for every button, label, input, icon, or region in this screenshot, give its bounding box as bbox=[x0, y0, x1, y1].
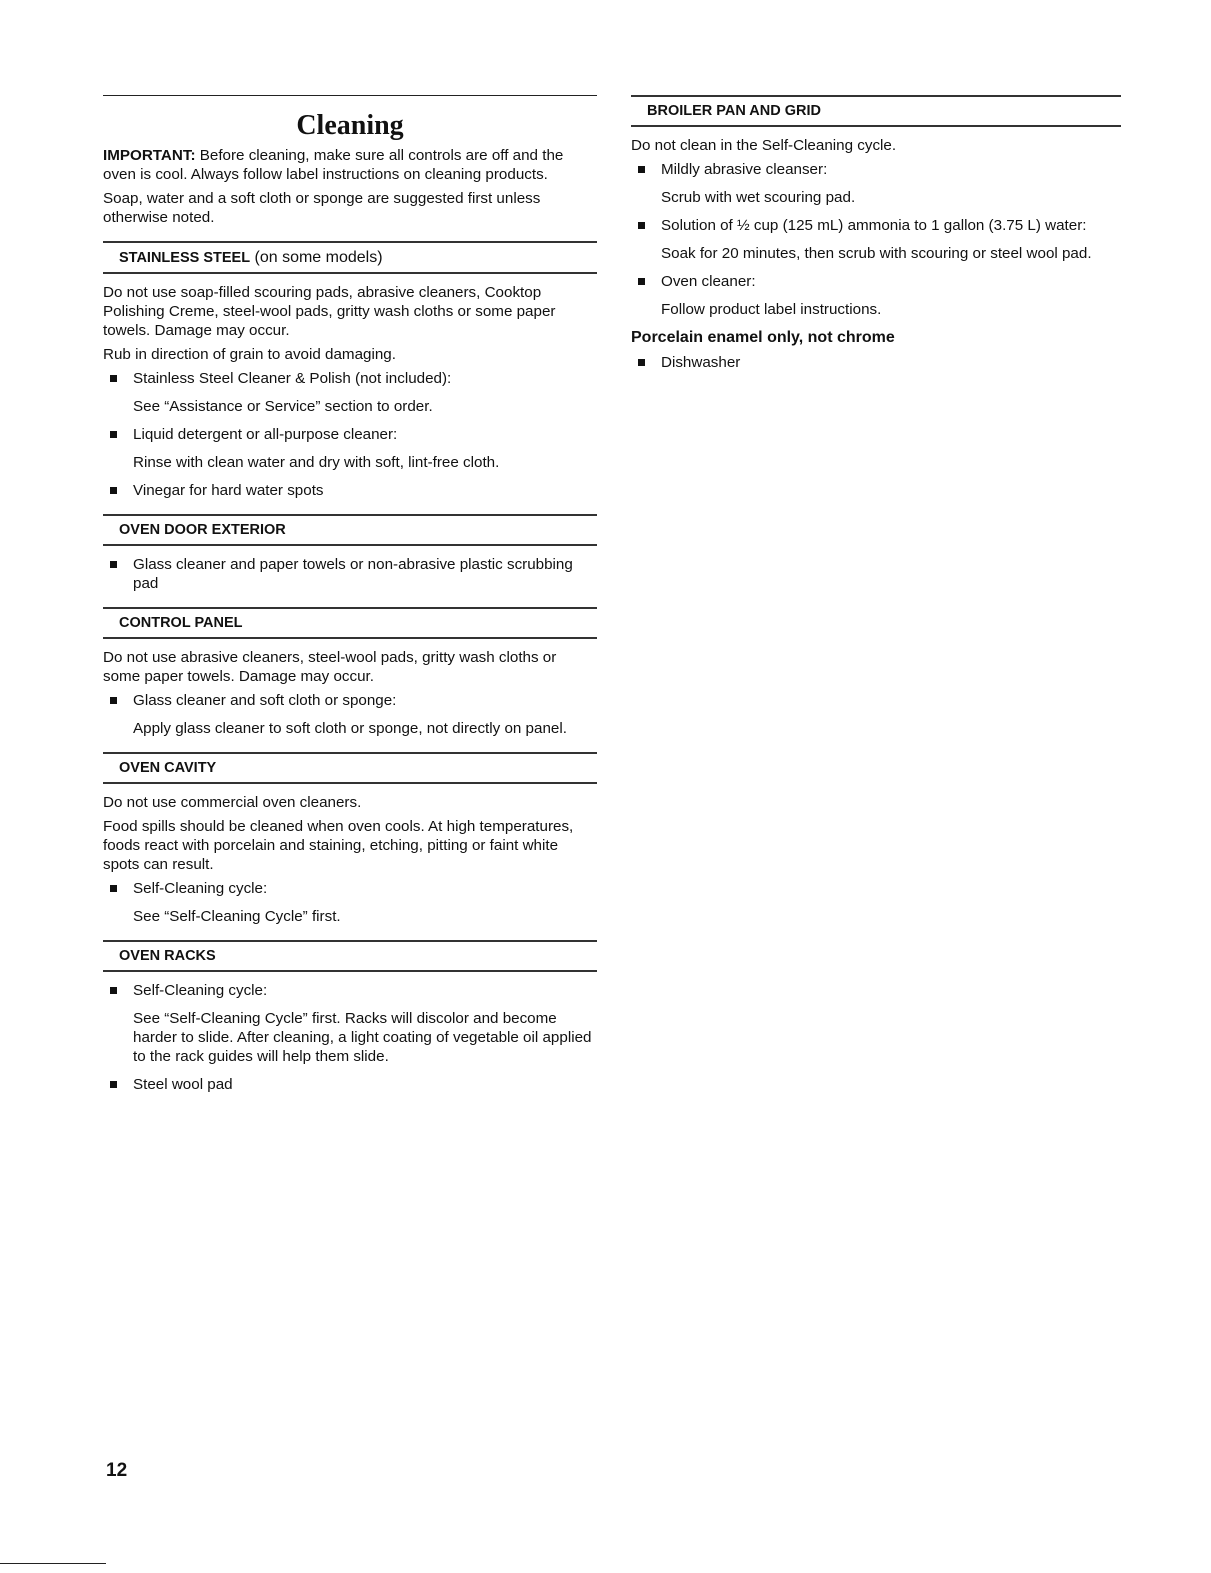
cavity-list bbox=[103, 879, 597, 926]
control-paragraph: Do not use abrasive cleaners, steel-wool pads, gritty wash cloths or some paper towels. Damage may occur. bbox=[103, 649, 557, 685]
bullet-icon bbox=[110, 487, 117, 494]
porcelain-note: Porcelain enamel only, not chrome bbox=[631, 329, 895, 346]
important-label: IMPORTANT: bbox=[103, 147, 196, 164]
list-item bbox=[103, 879, 597, 926]
bullet-icon bbox=[110, 1081, 117, 1088]
item-subtext: Scrub with wet scouring pad. bbox=[661, 189, 856, 206]
bullet-icon bbox=[638, 166, 645, 173]
bullet-icon bbox=[638, 359, 645, 366]
section-heading-control-panel: CONTROL PANEL bbox=[103, 607, 597, 639]
stainless-paragraph-1: Do not use soap-filled scouring pads, abrasive cleaners, Cooktop Polishing Creme, steel-wool pads, gritty wash cloths or some paper towels. Damage may occur. bbox=[103, 284, 556, 339]
item-subtext: See “Self-Cleaning Cycle” first. bbox=[133, 908, 341, 925]
bullet-icon bbox=[110, 987, 117, 994]
item-text: Glass cleaner and paper towels or non-abrasive plastic scrubbing pad bbox=[133, 556, 573, 592]
heading-text: STAINLESS STEEL bbox=[119, 250, 251, 266]
door-list bbox=[103, 555, 597, 593]
important-paragraph bbox=[103, 146, 597, 184]
broiler-paragraph: Do not clean in the Self-Cleaning cycle. bbox=[631, 137, 897, 154]
bullet-icon bbox=[110, 561, 117, 568]
list-item bbox=[103, 555, 597, 593]
item-subtext: Apply glass cleaner to soft cloth or sponge, not directly on panel. bbox=[133, 720, 567, 737]
list-item bbox=[631, 272, 1121, 319]
cavity-paragraph-2: Food spills should be cleaned when oven cools. At high temperatures, foods react with porcelain and staining, etching, pitting or faint white spots can result. bbox=[103, 818, 574, 873]
section-heading-oven-cavity: OVEN CAVITY bbox=[103, 752, 597, 784]
item-text: Mildly abrasive cleanser: bbox=[661, 161, 828, 178]
list-item bbox=[103, 1075, 597, 1094]
item-text: Glass cleaner and soft cloth or sponge: bbox=[133, 692, 397, 709]
item-text: Self-Cleaning cycle: bbox=[133, 982, 268, 999]
important-text: Before cleaning, make sure all controls are off and the oven is cool. Always follow label instructions on cleaning products. bbox=[103, 147, 564, 183]
bullet-icon bbox=[110, 431, 117, 438]
bullet-icon bbox=[638, 222, 645, 229]
heading-note: (on some models) bbox=[250, 249, 383, 266]
soap-paragraph: Soap, water and a soft cloth or sponge are suggested first unless otherwise noted. bbox=[103, 190, 541, 226]
section-heading-oven-door-exterior: OVEN DOOR EXTERIOR bbox=[103, 514, 597, 546]
section-heading-stainless-steel bbox=[103, 241, 597, 274]
list-item bbox=[103, 481, 597, 500]
footer-rule bbox=[0, 1563, 106, 1564]
bullet-icon bbox=[110, 885, 117, 892]
item-text: Dishwasher bbox=[661, 354, 741, 371]
bullet-icon bbox=[110, 697, 117, 704]
page-title: Cleaning bbox=[296, 110, 404, 141]
title-rule bbox=[103, 95, 597, 96]
item-subtext: Follow product label instructions. bbox=[661, 301, 882, 318]
item-text: Stainless Steel Cleaner & Polish (not included): bbox=[133, 370, 452, 387]
section-heading-oven-racks: OVEN RACKS bbox=[103, 940, 597, 972]
item-text: Solution of ½ cup (125 mL) ammonia to 1 gallon (3.75 L) water: bbox=[661, 217, 1087, 234]
item-text: Oven cleaner: bbox=[661, 273, 756, 290]
item-text: Self-Cleaning cycle: bbox=[133, 880, 268, 897]
list-item bbox=[103, 425, 597, 472]
bullet-icon bbox=[110, 375, 117, 382]
item-subtext: Rinse with clean water and dry with soft, lint-free cloth. bbox=[133, 454, 500, 471]
item-subtext: See “Self-Cleaning Cycle” first. Racks will discolor and become harder to slide. After cleaning, a light coating of vegetable oil applied to the rack guides will help them slide. bbox=[133, 1010, 592, 1065]
bullet-icon bbox=[638, 278, 645, 285]
item-text: Liquid detergent or all-purpose cleaner: bbox=[133, 426, 398, 443]
list-item bbox=[103, 369, 597, 416]
left-column bbox=[103, 95, 597, 1103]
porcelain-list bbox=[631, 353, 1121, 372]
list-item bbox=[103, 981, 597, 1066]
racks-list bbox=[103, 981, 597, 1094]
list-item bbox=[103, 691, 597, 738]
stainless-list bbox=[103, 369, 597, 500]
item-subtext: See “Assistance or Service” section to order. bbox=[133, 398, 433, 415]
item-subtext: Soak for 20 minutes, then scrub with scouring or steel wool pad. bbox=[661, 245, 1092, 262]
list-item bbox=[631, 216, 1121, 263]
right-column bbox=[631, 95, 1121, 381]
cavity-paragraph-1: Do not use commercial oven cleaners. bbox=[103, 794, 362, 811]
control-list bbox=[103, 691, 597, 738]
broiler-list bbox=[631, 160, 1121, 319]
list-item bbox=[631, 353, 1121, 372]
section-heading-broiler-pan-and-grid: BROILER PAN AND GRID bbox=[631, 95, 1121, 127]
item-text: Vinegar for hard water spots bbox=[133, 482, 324, 499]
item-text: Steel wool pad bbox=[133, 1076, 233, 1093]
page-number: 12 bbox=[106, 1460, 128, 1481]
list-item bbox=[631, 160, 1121, 207]
stainless-paragraph-2: Rub in direction of grain to avoid damaging. bbox=[103, 346, 396, 363]
